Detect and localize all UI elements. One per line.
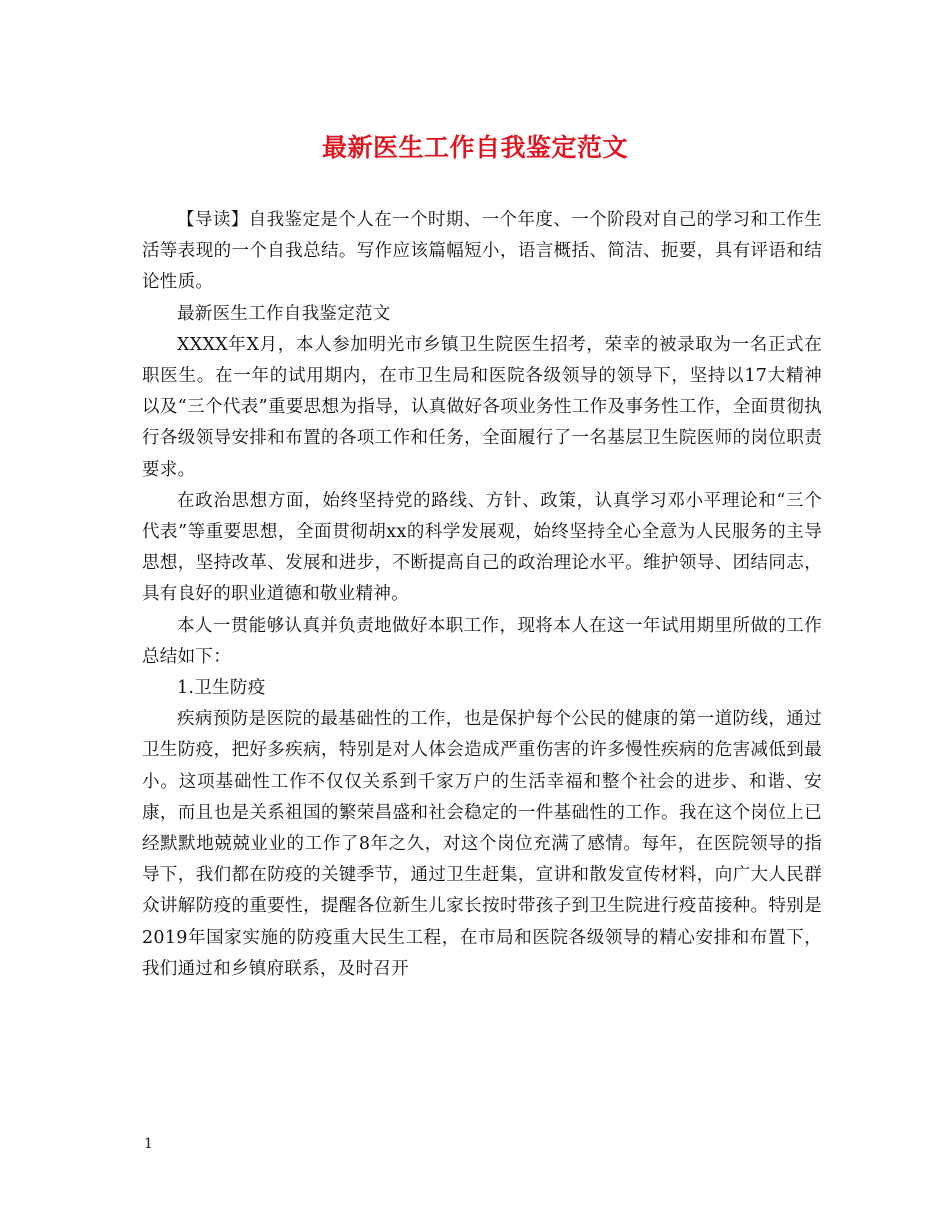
body-paragraph: 疾病预防是医院的最基础性的工作，也是保护每个公民的健康的第一道防线，通过卫生防疫，把好多疾病，特别是对人体会造成严重伤害的许多慢性疾病的危害减低到最小。这项基础性工作不仅仅关系到千家万户的生活幸福和整个社会的进步、和谐、安康，而且也是关系祖国的繁荣昌盛和社会稳定的一件基础性的工作。我在这个岗位上已经默默地兢兢业业的工作了8年之久，对这个岗位充满了感情。每年，在医院领导的指导下，我们都在防疫的关键季节，通过卫生赶集，宣讲和散发宣传材料，向广大人民群众讲解防疫的重要性，提醒各位新生儿家长按时带孩子到卫生院进行疫苗接种。特别是2019年国家实施的防疫重大民生工程，在市局和医院各级领导的精心安排和布置下，我们通过和乡镇府联系，及时召开	[142, 709, 822, 979]
body-paragraph: 本人一贯能够认真并负责地做好本职工作，现将本人在这一年试用期里所做的工作总结如下：	[142, 615, 822, 667]
intro-paragraph: 【导读】自我鉴定是个人在一个时期、一个年度、一个阶段对自己的学习和工作生活等表现的一个自我总结。写作应该篇幅短小，语言概括、简洁、扼要，具有评语和结论性质。	[142, 210, 822, 293]
page-number: 1	[144, 1136, 153, 1152]
section-heading: 1.卫生防疫	[177, 678, 266, 699]
body-paragraph: 在政治思想方面，始终坚持党的路线、方针、政策，认真学习邓小平理论和“三个代表”等重要思想，全面贯彻胡xx的科学发展观，始终坚持全心全意为人民服务的主导思想，坚持改革、发展和进步，不断提高自己的政治理论水平。维护领导、团结同志，具有良好的职业道德和敬业精神。	[142, 490, 822, 605]
subtitle-paragraph: 最新医生工作自我鉴定范文	[177, 303, 391, 324]
document-title: 最新医生工作自我鉴定范文	[321, 133, 628, 162]
body-paragraph: XXXX年X月，本人参加明光市乡镇卫生院医生招考，荣幸的被录取为一名正式在职医生。在一年的试用期内，在市卫生局和医院各级领导的领导下，坚持以17大精神以及“三个代表”重要思想为指导，认真做好各项业务性工作及事务性工作，全面贯彻执行各级领导安排和布置的各项工作和任务，全面履行了一名基层卫生院医师的岗位职责要求。	[142, 334, 822, 480]
document-body	[142, 205, 822, 985]
